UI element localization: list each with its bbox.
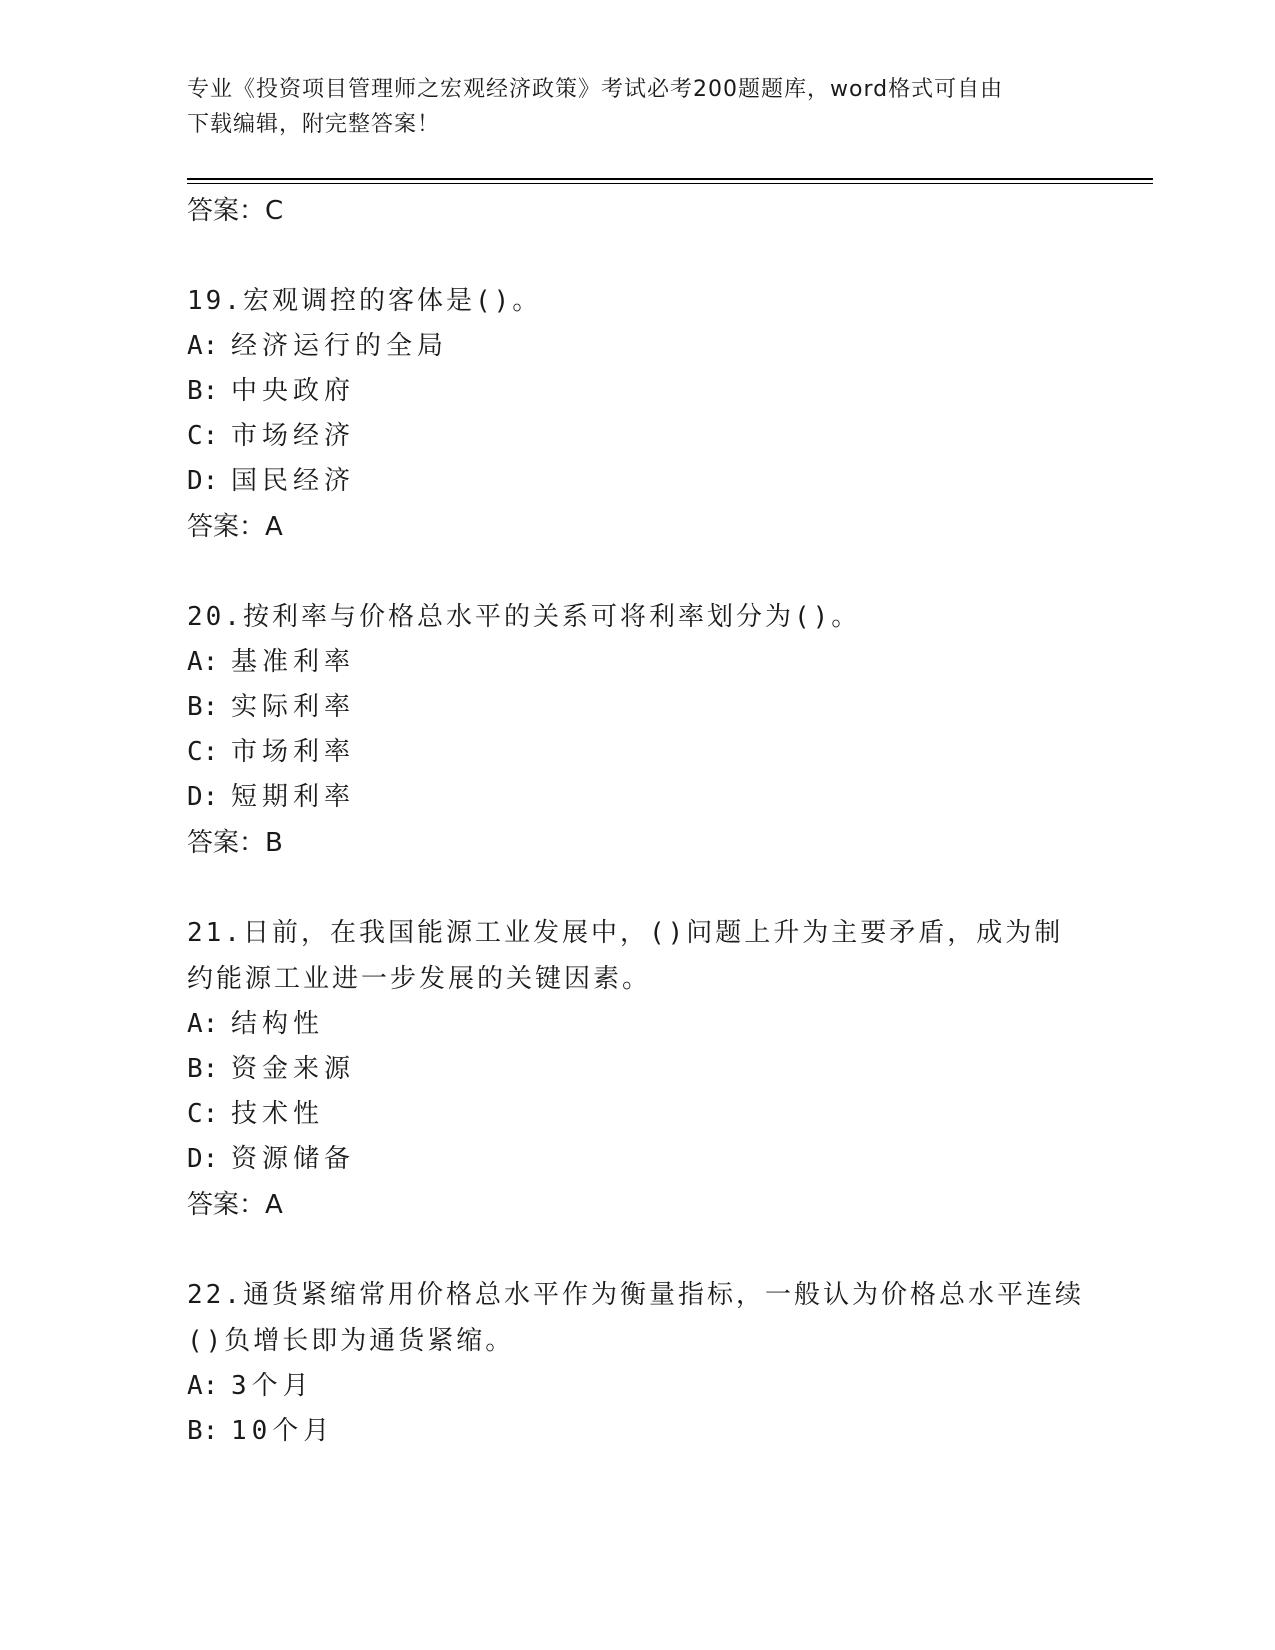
option-a — [187, 1364, 1087, 1409]
option-b — [187, 1047, 1087, 1092]
option-letter: B: — [187, 1416, 219, 1446]
question-stem: 22.通货紧缩常用价格总水平作为衡量指标，一般认为价格总水平连续()负增长即为通货紧缩。 — [187, 1280, 1084, 1356]
option-c — [187, 730, 1087, 775]
option-letter: A: — [187, 1009, 219, 1039]
question-stem: 21.日前，在我国能源工业发展中，()问题上升为主要矛盾，成为制约能源工业进一步发展的关键因素。 — [187, 918, 1064, 994]
option-letter: A: — [187, 647, 219, 677]
option-b — [187, 685, 1087, 730]
option-text: 技术性 — [231, 1099, 325, 1129]
option-text: 实际利率 — [231, 692, 356, 722]
option-letter: C: — [187, 1099, 219, 1129]
option-letter: C: — [187, 421, 219, 451]
answer-line: 答案：A — [187, 512, 283, 542]
question-22 — [187, 1272, 1087, 1454]
option-b — [187, 1409, 1087, 1454]
option-letter: B: — [187, 1054, 219, 1084]
option-text: 市场经济 — [231, 421, 356, 451]
question-stem: 19.宏观调控的客体是()。 — [187, 286, 542, 316]
option-a — [187, 640, 1087, 685]
option-letter: B: — [187, 692, 219, 722]
option-text: 资金来源 — [231, 1054, 356, 1084]
question-stem: 20.按利率与价格总水平的关系可将利率划分为()。 — [187, 602, 861, 632]
question-list — [187, 188, 1087, 1454]
option-a — [187, 1002, 1087, 1047]
answer-line: 答案：B — [187, 828, 283, 858]
header-rule-thin — [187, 183, 1153, 184]
header-rule-thick — [187, 178, 1153, 180]
option-text: 中央政府 — [231, 376, 356, 406]
option-letter: D: — [187, 466, 219, 496]
option-text: 10个月 — [231, 1416, 335, 1446]
option-letter: A: — [187, 331, 219, 361]
option-text: 3个月 — [231, 1371, 314, 1401]
question-19 — [187, 278, 1087, 550]
answer-line: 答案：A — [187, 1190, 283, 1220]
option-text: 国民经济 — [231, 466, 356, 496]
option-text: 结构性 — [231, 1009, 325, 1039]
option-letter: B: — [187, 376, 219, 406]
question-20 — [187, 594, 1087, 866]
option-d — [187, 775, 1087, 820]
option-b — [187, 369, 1087, 414]
option-d — [187, 459, 1087, 504]
option-text: 经济运行的全局 — [231, 331, 449, 361]
option-c — [187, 414, 1087, 459]
option-letter: D: — [187, 1144, 219, 1174]
answer-line: 答案：C — [187, 196, 284, 226]
header-line-2: 下载编辑，附完整答案！ — [187, 112, 441, 137]
option-text: 基准利率 — [231, 647, 356, 677]
option-d — [187, 1137, 1087, 1182]
option-c — [187, 1092, 1087, 1137]
option-letter: A: — [187, 1371, 219, 1401]
document-header — [187, 72, 1067, 142]
header-line-1: 专业《投资项目管理师之宏观经济政策》考试必考200题题库，word格式可自由 — [187, 77, 1004, 102]
option-text: 资源储备 — [231, 1144, 356, 1174]
option-text: 短期利率 — [231, 782, 356, 812]
question-21 — [187, 910, 1087, 1228]
option-letter: C: — [187, 737, 219, 767]
option-letter: D: — [187, 782, 219, 812]
option-text: 市场利率 — [231, 737, 356, 767]
option-a — [187, 324, 1087, 369]
